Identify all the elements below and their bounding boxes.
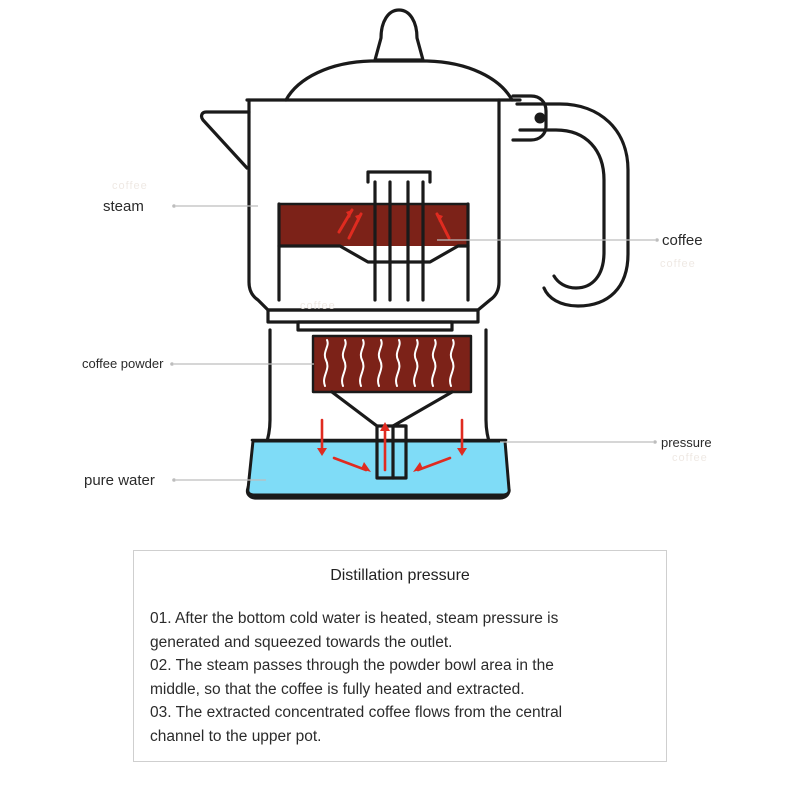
lid-knob <box>375 10 423 60</box>
caption-line: generated and squeezed towards the outlet. <box>150 633 453 651</box>
lid-dome <box>286 61 512 100</box>
watermark: coffee <box>300 300 336 312</box>
caption-line: channel to the upper pot. <box>150 727 322 745</box>
watermark: coffee <box>672 452 708 464</box>
caption-line: 03. The extracted concentrated coffee flows from the central <box>150 704 563 722</box>
label-steam: steam <box>103 198 144 215</box>
label-pressure: pressure <box>661 435 712 450</box>
caption-line: middle, so that the coffee is fully heated and extracted. <box>150 680 525 698</box>
watermark: coffee <box>112 180 148 192</box>
caption-panel <box>133 550 667 762</box>
caption-line: 01. After the bottom cold water is heated, steam pressure is <box>150 610 559 627</box>
label-pure-water: pure water <box>84 472 155 489</box>
caption-line: 02. The steam passes through the powder bowl area in the <box>150 657 554 675</box>
filter-plate <box>298 322 452 330</box>
coffee-powder-bed <box>313 336 471 392</box>
caption-title: Distillation pressure <box>330 567 470 584</box>
spout <box>202 112 249 168</box>
handle-outer <box>517 104 628 306</box>
handle-rivet <box>535 113 546 124</box>
label-coffee-powder: coffee powder <box>82 356 164 371</box>
caption-body <box>150 607 650 748</box>
label-coffee: coffee <box>662 232 703 249</box>
handle-inner <box>520 130 604 288</box>
watermark: coffee <box>660 258 696 270</box>
column-top <box>368 172 430 182</box>
